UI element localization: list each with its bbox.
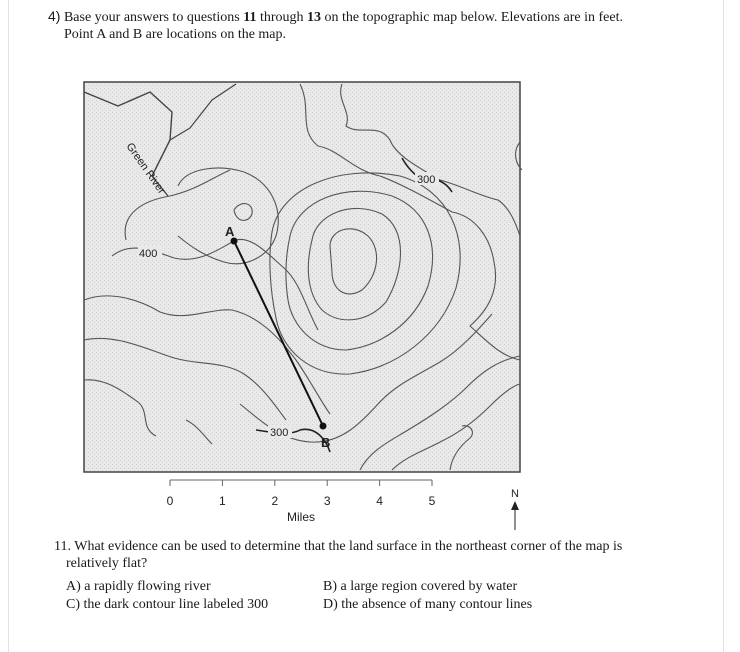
choice-d[interactable]: D) the absence of many contour lines xyxy=(323,597,533,612)
scale-bar xyxy=(167,480,436,524)
map-area xyxy=(84,82,520,472)
scale-tick-label: 3 xyxy=(323,494,331,508)
north-label: N xyxy=(511,488,519,500)
point-a-label: A xyxy=(225,224,235,239)
question-11-text-line2: relatively flat? xyxy=(66,556,148,571)
point-b-marker xyxy=(320,423,327,430)
question-11 xyxy=(54,538,654,572)
scale-tick-label: 4 xyxy=(376,494,383,508)
intro-text-pre: Base your answers to questions xyxy=(63,10,240,25)
scale-tick-label: 0 xyxy=(166,494,174,508)
question-11-text-line1: What evidence can be used to determine that the land surface in the northeast corner of the map is xyxy=(74,539,623,554)
answer-column-right xyxy=(323,578,532,614)
intro-through: through xyxy=(259,10,304,25)
river-label: Green River xyxy=(123,140,168,197)
scale-tick-label: 2 xyxy=(271,494,279,508)
intro-line2: Point A and B are locations on the map. xyxy=(64,27,287,42)
scale-unit-label: Miles xyxy=(286,510,316,524)
contour-label-400: 400 xyxy=(139,248,158,260)
north-arrow xyxy=(511,488,519,530)
question-number: 4) xyxy=(48,8,61,24)
choice-a[interactable]: A) a rapidly flowing river xyxy=(66,579,211,594)
intro-text-post: on the topographic map below. Elevations are in feet. xyxy=(324,10,623,25)
question-range-end: 13 xyxy=(307,10,322,25)
scale-tick-label: 5 xyxy=(428,494,436,508)
point-b-label: B xyxy=(321,435,331,450)
contour-label-300-ne: 300 xyxy=(417,174,436,186)
answer-column-left xyxy=(66,578,268,614)
contour-label-300-s: 300 xyxy=(270,427,289,439)
choice-b[interactable]: B) a large region covered by water xyxy=(323,579,518,594)
choice-c[interactable]: C) the dark contour line labeled 300 xyxy=(66,597,269,612)
question-11-number: 11. xyxy=(54,539,71,554)
question-range-start: 11 xyxy=(243,10,257,25)
scale-tick-label: 1 xyxy=(219,494,226,508)
